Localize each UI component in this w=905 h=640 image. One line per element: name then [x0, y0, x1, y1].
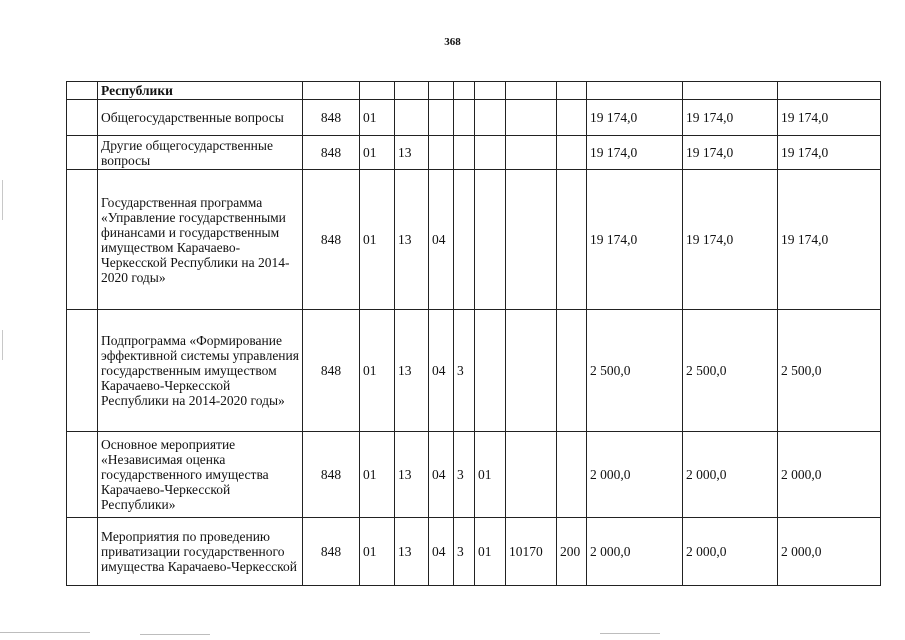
subprogram-code: 3	[454, 518, 475, 586]
amount-year-2	[683, 82, 778, 100]
event-code: 01	[475, 432, 506, 518]
program-code: 04	[429, 518, 454, 586]
expense-type-code	[557, 170, 587, 310]
row-name: Государственная программа «Управление государственными финансами и государственным имуществом Карачаево-Черкесской Республики на 2014-2020 годы»	[98, 170, 303, 310]
row-name: Основное мероприятие «Независимая оценка государственного имущества Карачаево-Черкесской Республики»	[98, 432, 303, 518]
section-code: 01	[360, 136, 395, 170]
ministry-code: 848	[303, 170, 360, 310]
amount-year-3: 2 000,0	[778, 518, 881, 586]
subsection-code: 13	[395, 432, 429, 518]
subsection-code: 13	[395, 518, 429, 586]
program-code: 04	[429, 432, 454, 518]
subsection-code	[395, 100, 429, 136]
amount-year-3: 19 174,0	[778, 170, 881, 310]
expense-type-code: 200	[557, 518, 587, 586]
expense-type-code	[557, 82, 587, 100]
expense-type-code	[557, 310, 587, 432]
amount-year-2: 19 174,0	[683, 170, 778, 310]
section-code: 01	[360, 100, 395, 136]
row-name: Другие общегосударственные вопросы	[98, 136, 303, 170]
direction-code	[506, 432, 557, 518]
row-margin-cell	[67, 170, 98, 310]
event-code	[475, 82, 506, 100]
row-name: Республики	[98, 82, 303, 100]
amount-year-3: 2 000,0	[778, 432, 881, 518]
section-code: 01	[360, 518, 395, 586]
event-code	[475, 170, 506, 310]
expense-type-code	[557, 100, 587, 136]
program-code: 04	[429, 310, 454, 432]
table-row	[67, 518, 881, 586]
scan-edge-mark	[2, 330, 3, 360]
event-code: 01	[475, 518, 506, 586]
amount-year-3: 2 500,0	[778, 310, 881, 432]
section-code	[360, 82, 395, 100]
amount-year-1: 2 000,0	[587, 432, 683, 518]
ministry-code: 848	[303, 518, 360, 586]
expense-type-code	[557, 136, 587, 170]
row-margin-cell	[67, 100, 98, 136]
program-code: 04	[429, 170, 454, 310]
row-margin-cell	[67, 136, 98, 170]
ministry-code	[303, 82, 360, 100]
amount-year-1: 19 174,0	[587, 170, 683, 310]
program-code	[429, 82, 454, 100]
budget-table	[66, 81, 881, 586]
amount-year-2: 19 174,0	[683, 136, 778, 170]
ministry-code: 848	[303, 432, 360, 518]
ministry-code: 848	[303, 136, 360, 170]
table-row	[67, 100, 881, 136]
event-code	[475, 100, 506, 136]
table-row	[67, 432, 881, 518]
amount-year-3: 19 174,0	[778, 100, 881, 136]
scan-bottom-line	[0, 632, 90, 633]
subprogram-code: 3	[454, 310, 475, 432]
amount-year-1	[587, 82, 683, 100]
subprogram-code	[454, 82, 475, 100]
program-code	[429, 136, 454, 170]
row-margin-cell	[67, 310, 98, 432]
amount-year-2: 2 000,0	[683, 432, 778, 518]
event-code	[475, 310, 506, 432]
row-margin-cell	[67, 432, 98, 518]
section-code: 01	[360, 310, 395, 432]
row-name: Мероприятия по проведению приватизации государственного имущества Карачаево-Черкесской	[98, 518, 303, 586]
direction-code	[506, 136, 557, 170]
amount-year-1: 2 500,0	[587, 310, 683, 432]
amount-year-3: 19 174,0	[778, 136, 881, 170]
direction-code	[506, 310, 557, 432]
subsection-code	[395, 82, 429, 100]
section-code: 01	[360, 432, 395, 518]
direction-code	[506, 170, 557, 310]
amount-year-1: 19 174,0	[587, 100, 683, 136]
section-code: 01	[360, 170, 395, 310]
row-margin-cell	[67, 518, 98, 586]
subsection-code: 13	[395, 170, 429, 310]
direction-code	[506, 100, 557, 136]
direction-code: 10170	[506, 518, 557, 586]
ministry-code: 848	[303, 310, 360, 432]
direction-code	[506, 82, 557, 100]
scan-bottom-line	[140, 634, 210, 635]
subprogram-code: 3	[454, 432, 475, 518]
program-code	[429, 100, 454, 136]
amount-year-2: 2 000,0	[683, 518, 778, 586]
page-number: 368	[444, 36, 461, 48]
amount-year-2: 19 174,0	[683, 100, 778, 136]
subsection-code: 13	[395, 136, 429, 170]
scan-edge-mark	[2, 180, 3, 220]
table-row	[67, 82, 881, 100]
table-row	[67, 310, 881, 432]
ministry-code: 848	[303, 100, 360, 136]
row-name: Общегосударственные вопросы	[98, 100, 303, 136]
subsection-code: 13	[395, 310, 429, 432]
table-row	[67, 136, 881, 170]
subprogram-code	[454, 170, 475, 310]
subprogram-code	[454, 136, 475, 170]
amount-year-3	[778, 82, 881, 100]
row-name: Подпрограмма «Формирование эффективной системы управления государственным имуществом Карачаево-Черкесской Республики на 2014-2020 годы»	[98, 310, 303, 432]
row-margin-cell	[67, 82, 98, 100]
table-row	[67, 170, 881, 310]
expense-type-code	[557, 432, 587, 518]
amount-year-2: 2 500,0	[683, 310, 778, 432]
subprogram-code	[454, 100, 475, 136]
event-code	[475, 136, 506, 170]
amount-year-1: 2 000,0	[587, 518, 683, 586]
scan-bottom-line	[600, 633, 660, 634]
amount-year-1: 19 174,0	[587, 136, 683, 170]
